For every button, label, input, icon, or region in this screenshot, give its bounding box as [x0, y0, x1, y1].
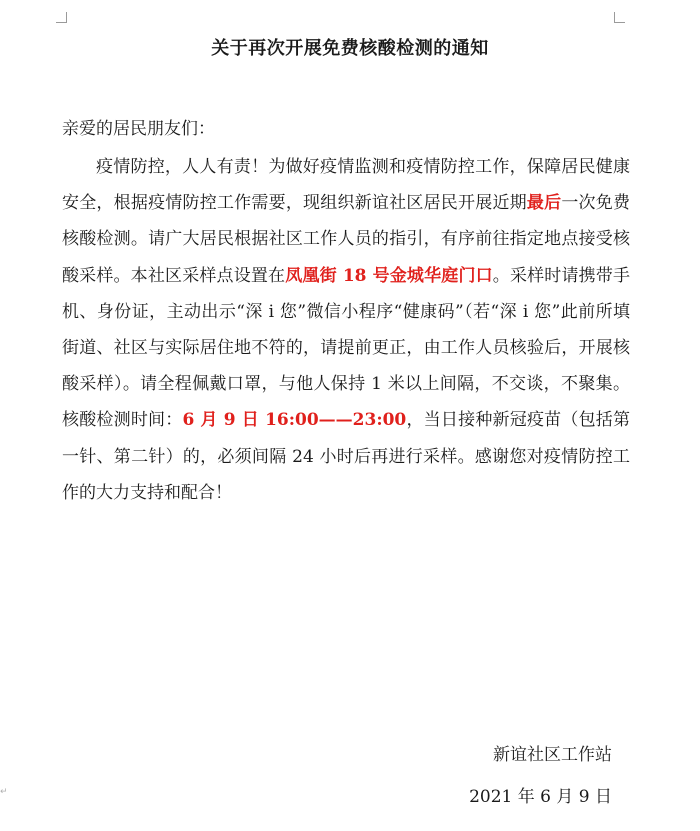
highlight-last-time: 最后: [526, 193, 562, 214]
paragraph-mark-icon: ↵: [0, 787, 8, 797]
greeting: 亲爱的居民朋友们：: [62, 119, 215, 139]
body-paragraph: [62, 149, 630, 511]
document-date: 2021 年 6 月 9 日: [469, 787, 612, 807]
highlight-location: 凤凰街 18 号金城华庭门口: [285, 265, 493, 286]
page-corner-mark-top-right: [614, 12, 625, 23]
document-title: 关于再次开展免费核酸检测的通知: [211, 38, 489, 59]
body-text-segment: 疫情防控，人人有责！为做好疫情监测和疫情防控工作，保障居民健康安全，根据疫情防控工作需要，现组织新谊社区居民开展近期: [62, 157, 630, 214]
signature: 新谊社区工作站: [493, 745, 612, 765]
page-corner-mark-top-left: [56, 12, 67, 23]
highlight-test-time: 6 月 9 日 16:00——23:00: [182, 410, 407, 431]
body-text-segment: 。采样时请携带手机、身份证，主动出示“深 i 您”微信小程序“健康码”（若“深 i 您”此前所填街道、社区与实际居住地不符的，请提前更正，由工作人员核验后，开展核酸采样）。请全程佩戴口罩，与他人保持 1 米以上间隔，不交谈，不聚集。核酸检测时间：: [62, 265, 630, 431]
body-text-segment: ，当日接种新冠疫苗（包括第一针、第二针）的，必须间隔 24 小时后再进行采样。感谢您对疫情防控工作的大力支持和配合！: [62, 410, 631, 503]
body-text-segment: 一次免费核酸检测。请广大居民根据社区工作人员的指引，有序前往指定地点接受核酸采样。本社区采样点设置在: [62, 193, 630, 286]
